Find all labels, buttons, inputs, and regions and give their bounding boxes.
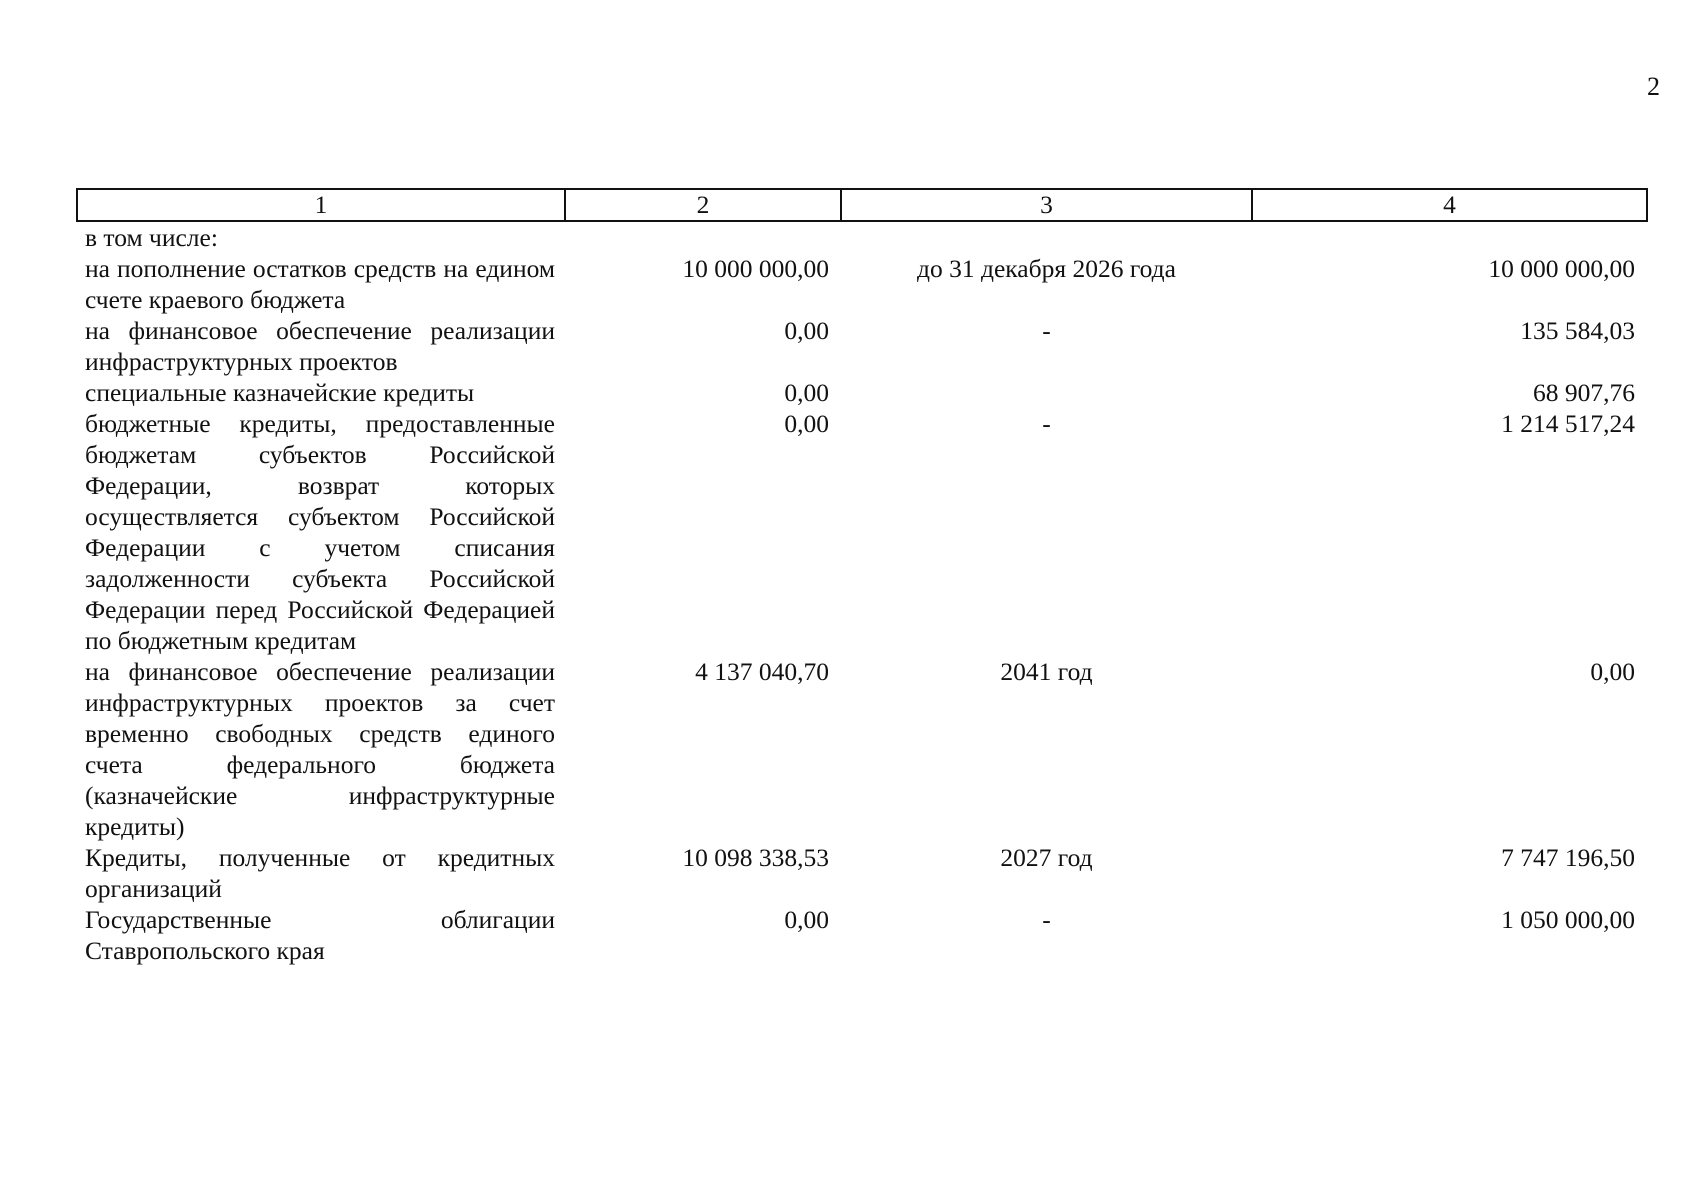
row-term: до 31 декабря 2026 года <box>917 254 1176 283</box>
column-header-4: 4 <box>1252 189 1647 221</box>
column-header-1: 1 <box>77 189 565 221</box>
row-label: бюджетные кредиты, предоставленные бюджетам субъектов Российской Федерации, возврат которых осуществляется субъектом Российской Федерации с учетом списания задолженности субъекта Российской Федерации перед Российской Федерацией по бюджетным кредитам <box>85 409 555 655</box>
row-amount: 0,00 <box>784 409 829 438</box>
page-number: 2 <box>1647 72 1660 101</box>
row-term <box>841 377 1252 408</box>
table-header <box>77 189 1647 221</box>
row-value: 0,00 <box>1590 657 1635 686</box>
row-term: - <box>1042 316 1051 345</box>
row-label: специальные казначейские кредиты <box>85 378 475 407</box>
row-label: на пополнение остатков средств на едином счете краевого бюджета <box>85 254 555 314</box>
row-term: - <box>1042 905 1051 934</box>
row-value: 68 907,76 <box>1533 378 1635 407</box>
table-row <box>77 904 1647 966</box>
table-row <box>77 408 1647 656</box>
column-header-2: 2 <box>565 189 841 221</box>
row-value: 1 050 000,00 <box>1501 905 1635 934</box>
table-row <box>77 377 1647 408</box>
row-label-cell <box>77 221 565 315</box>
column-header-3: 3 <box>841 189 1252 221</box>
row-term: 2041 год <box>1000 657 1093 686</box>
table-row <box>77 221 1647 315</box>
row-label: Государственные облигации Ставропольского края <box>85 905 555 965</box>
intro-text: в том числе: <box>85 223 218 252</box>
row-amount: 0,00 <box>784 378 829 407</box>
row-value: 7 747 196,50 <box>1501 843 1635 872</box>
row-amount: 0,00 <box>784 316 829 345</box>
row-value: 10 000 000,00 <box>1488 254 1635 283</box>
row-amount: 10 000 000,00 <box>682 254 829 283</box>
table-row <box>77 315 1647 377</box>
row-amount: 4 137 040,70 <box>695 657 829 686</box>
table-row <box>77 842 1647 904</box>
row-value: 1 214 517,24 <box>1501 409 1635 438</box>
row-term: 2027 год <box>1000 843 1093 872</box>
row-amount: 10 098 338,53 <box>682 843 829 872</box>
debt-table <box>76 188 1648 966</box>
table-body <box>77 221 1647 966</box>
row-amount: 0,00 <box>784 905 829 934</box>
row-term: - <box>1042 409 1051 438</box>
row-label: на финансовое обеспечение реализации инфраструктурных проектов <box>85 316 555 376</box>
row-label: на финансовое обеспечение реализации инфраструктурных проектов за счет временно свободных средств единого счета федерального бюджета (казначейские инфраструктурные кредиты) <box>85 657 555 841</box>
row-label: Кредиты, полученные от кредитных организаций <box>85 843 555 903</box>
header-row <box>77 189 1647 221</box>
table-row <box>77 656 1647 842</box>
row-value: 135 584,03 <box>1520 316 1635 345</box>
